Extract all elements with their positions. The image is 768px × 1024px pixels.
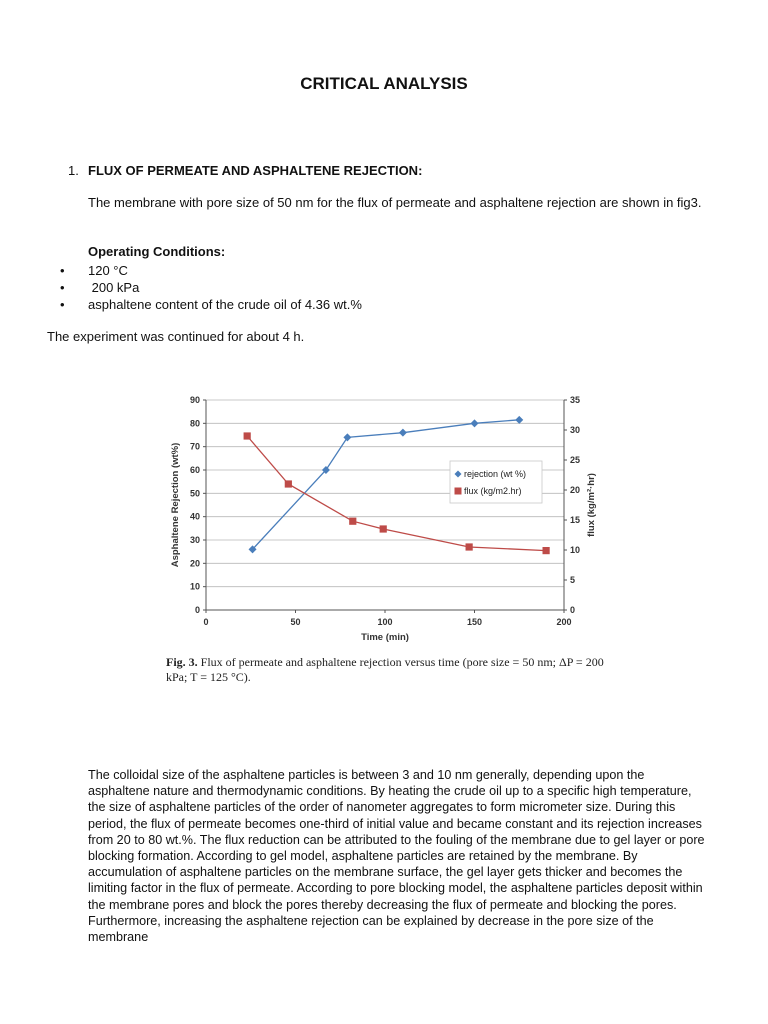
data-point-square — [244, 432, 251, 439]
x-tick-label: 50 — [290, 617, 301, 627]
data-point-diamond — [471, 419, 479, 427]
condition-text: asphaltene content of the crude oil of 4.36 wt.% — [88, 297, 362, 312]
y-tick-label-left: 0 — [194, 605, 200, 615]
conditions-list — [60, 262, 362, 313]
legend-label: flux (kg/m2.hr) — [464, 486, 522, 496]
y-tick-label-left: 20 — [189, 558, 200, 569]
data-point-square — [466, 543, 473, 550]
flux-rejection-chart — [160, 388, 610, 650]
list-item — [60, 262, 362, 279]
y-tick-label-right: 20 — [570, 485, 581, 495]
data-point-diamond — [515, 416, 523, 424]
condition-text: 120 °C — [88, 263, 128, 278]
data-point-square — [349, 518, 356, 525]
x-tick-label: 150 — [466, 617, 483, 627]
y-tick-label-left: 80 — [189, 418, 200, 429]
condition-text: 200 kPa — [88, 280, 140, 295]
y-axis-label-right: flux (kg/m²·hr) — [586, 473, 597, 537]
y-tick-label-left: 90 — [189, 395, 200, 405]
caption-label: Fig. 3. — [166, 655, 198, 669]
y-tick-label-right: 35 — [570, 395, 581, 405]
analysis-paragraph: The colloidal size of the asphaltene particles is between 3 and 10 nm generally, depending upon the asphaltene nature and thermodynamic conditions. By heating the crude oil up to a specific high temperature, the size of asphaltene particles of the order of nanometer aggregates to form micrometer size. During this period, the flux of permeate becomes one-third of initial value and became constant and its rejection increases from 20 to 80 wt.%. The flux reduction can be attributed to the fouling of the membrane due to gel layer or pore blocking formation. According to gel model, asphaltene particles are retained by the membrane. By accumulation of asphaltene particles on the membrane surface, the gel layer gets thicker and becomes the limiting factor in the flux of permeate. According to pore blocking model, the asphaltene particles deposit within the membrane pores and block the pores thereby decreasing the flux of permeate and blocking the pores. Furthermore, increasing the asphaltene rejection can be explained by decrease in the pore size of the membrane — [88, 768, 705, 945]
x-tick-label: 200 — [556, 617, 572, 627]
y-tick-label-left: 40 — [189, 511, 200, 522]
data-point-diamond — [399, 429, 407, 437]
data-point-diamond — [343, 433, 351, 441]
list-item — [60, 279, 362, 296]
x-tick-label: 0 — [203, 617, 209, 627]
data-point-square — [380, 525, 387, 532]
y-tick-label-right: 30 — [570, 425, 581, 435]
y-tick-label-right: 25 — [570, 455, 581, 465]
y-tick-label-right: 0 — [570, 605, 576, 615]
y-tick-label-left: 30 — [189, 535, 200, 545]
caption-text: Flux of permeate and asphaltene rejection versus time (pore size = 50 nm; ΔP = 200 kPa; T = 125 °C). — [166, 655, 604, 684]
y-tick-label-right: 10 — [570, 545, 581, 555]
y-tick-label-left: 60 — [189, 465, 200, 475]
figure-caption — [166, 655, 616, 685]
data-point-square — [543, 547, 550, 554]
y-tick-label-left: 50 — [189, 488, 200, 499]
experiment-duration-text: The experiment was continued for about 4 h. — [47, 329, 305, 344]
section-heading: FLUX OF PERMEATE AND ASPHALTENE REJECTION: — [88, 163, 423, 178]
list-item — [60, 296, 362, 313]
bullet-icon: • — [60, 280, 65, 295]
x-tick-label: 100 — [377, 617, 393, 627]
x-axis-label: Time (min) — [361, 632, 409, 643]
y-tick-label-left: 70 — [189, 441, 200, 452]
intro-paragraph: The membrane with pore size of 50 nm for the flux of permeate and asphaltene rejection are shown in fig3. — [88, 195, 702, 210]
legend-label: rejection (wt %) — [464, 469, 527, 479]
section-number: 1. — [68, 163, 79, 178]
y-tick-label-right: 5 — [570, 575, 576, 585]
operating-conditions-heading: Operating Conditions: — [88, 244, 226, 259]
y-tick-label-left: 10 — [189, 581, 200, 592]
y-axis-label-left: Asphaltene Rejection (wt%) — [170, 442, 181, 568]
legend-box — [450, 461, 542, 503]
bullet-icon: • — [60, 297, 65, 312]
legend-marker — [455, 488, 462, 495]
y-tick-label-right: 15 — [570, 515, 581, 525]
page-title: CRITICAL ANALYSIS — [300, 74, 468, 93]
bullet-icon: • — [60, 263, 65, 278]
data-point-square — [285, 480, 292, 487]
